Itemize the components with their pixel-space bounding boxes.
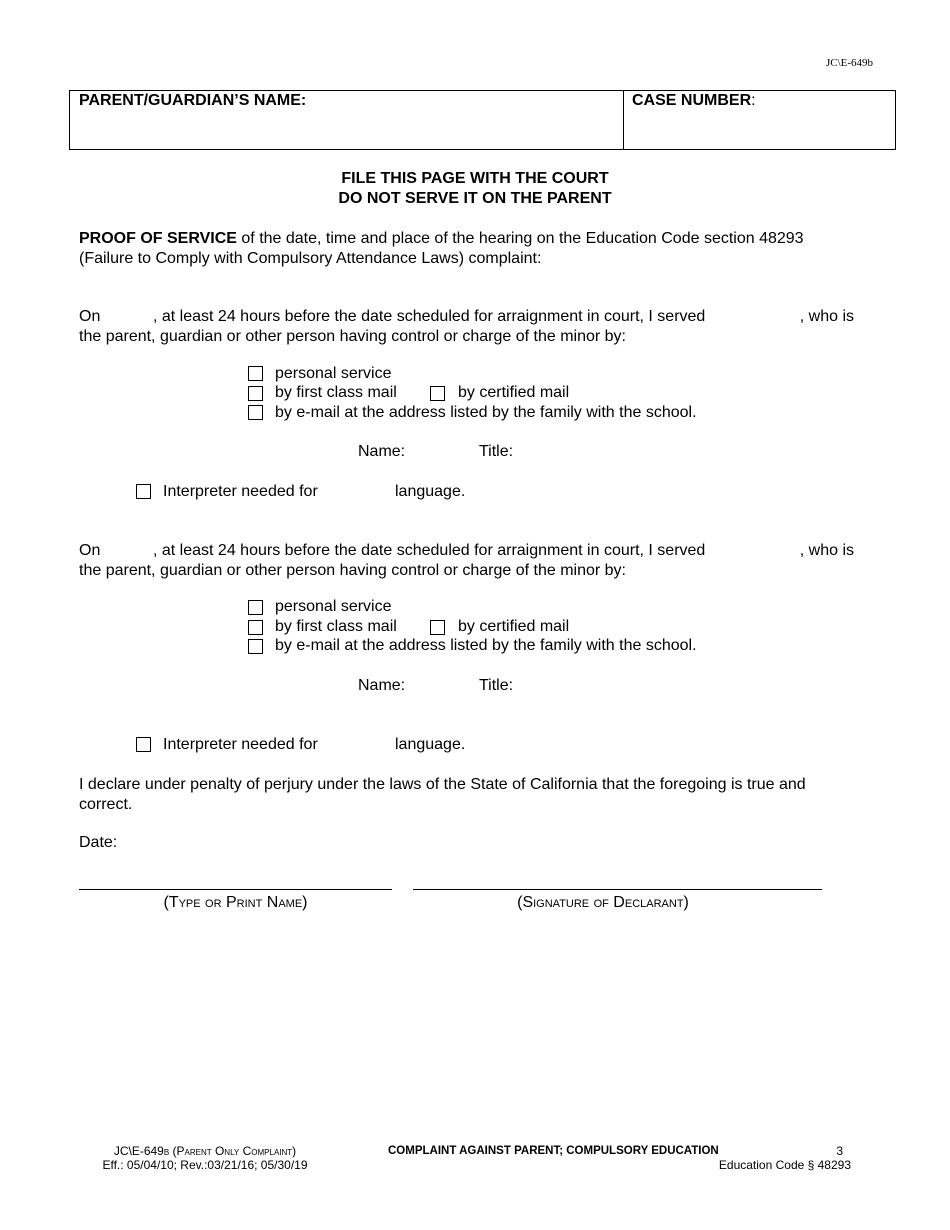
email-checkbox-2[interactable] — [248, 639, 263, 654]
interpreter-checkbox-2[interactable] — [136, 737, 151, 752]
service-statement-1: On , at least 24 hours before the date scheduled for arraignment in court, I served , who is the parent, guardian or other person having control or charge of the minor by: — [79, 308, 854, 345]
language-label-1: language. — [395, 483, 466, 500]
footer-dates: Eff.: 05/04/10; Rev.:03/21/16; 05/30/19 — [102, 1158, 308, 1172]
title-label-2: Title: — [479, 677, 514, 694]
case-number-label: CASE NUMBER: — [632, 92, 756, 109]
name-label-1: Name: — [358, 443, 406, 460]
interpreter-label-1: Interpreter needed for — [163, 483, 318, 500]
email-checkbox-1[interactable] — [248, 405, 263, 420]
personal-service-label-1: personal service — [275, 365, 392, 382]
certified-mail-checkbox-2[interactable] — [430, 620, 445, 635]
signature-line[interactable] — [413, 889, 822, 890]
print-name-line[interactable] — [79, 889, 392, 890]
signature-caption: (Signature of Declarant) — [517, 894, 689, 911]
personal-service-checkbox-1[interactable] — [248, 366, 263, 381]
name-label-2: Name: — [358, 677, 406, 694]
footer-left — [90, 1144, 320, 1172]
declaration-paragraph: I declare under penalty of perjury under the laws of the State of California that the foregoing is true and correct. — [79, 776, 806, 813]
first-class-mail-label-2: by first class mail — [275, 618, 397, 635]
proof-of-service-paragraph: PROOF OF SERVICE of the date, time and place of the hearing on the Education Code section 48293 (Failure to Comply with Compulsory Attendance Laws) complaint: — [79, 230, 804, 267]
interpreter-label-2: Interpreter needed for — [163, 736, 318, 753]
certified-mail-checkbox-1[interactable] — [430, 386, 445, 401]
page-number: 3 — [836, 1144, 843, 1158]
footer-title: COMPLAINT AGAINST PARENT; COMPULSORY EDUCATION — [388, 1145, 719, 1157]
email-label-1: by e-mail at the address listed by the family with the school. — [275, 404, 697, 421]
parent-guardian-name-label: PARENT/GUARDIAN’S NAME: — [79, 92, 307, 109]
language-label-2: language. — [395, 736, 466, 753]
footer-form-code: JC\E-649b (Parent Only Complaint) — [113, 1144, 297, 1158]
personal-service-label-2: personal service — [275, 598, 392, 615]
proof-of-service-heading: PROOF OF SERVICE — [79, 230, 237, 247]
service-statement-2: On , at least 24 hours before the date scheduled for arraignment in court, I served , who is the parent, guardian or other person having control or charge of the minor by: — [79, 542, 854, 579]
print-name-caption: (Type or Print Name) — [163, 894, 308, 911]
personal-service-checkbox-2[interactable] — [248, 600, 263, 615]
header-divider — [623, 91, 624, 149]
certified-mail-label-2: by certified mail — [458, 618, 570, 635]
header-box — [69, 90, 896, 150]
file-instruction-line2: DO NOT SERVE IT ON THE PARENT — [338, 190, 612, 207]
form-code: JC\E-649b — [825, 57, 873, 69]
date-label: Date: — [79, 834, 118, 851]
title-label-1: Title: — [479, 443, 514, 460]
footer-right — [719, 1144, 851, 1172]
footer-education-code: Education Code § 48293 — [718, 1158, 851, 1172]
file-instruction-line1: FILE THIS PAGE WITH THE COURT — [341, 170, 609, 187]
email-label-2: by e-mail at the address listed by the family with the school. — [275, 637, 697, 654]
certified-mail-label-1: by certified mail — [458, 384, 570, 401]
first-class-mail-checkbox-2[interactable] — [248, 620, 263, 635]
interpreter-checkbox-1[interactable] — [136, 484, 151, 499]
first-class-mail-label-1: by first class mail — [275, 384, 397, 401]
first-class-mail-checkbox-1[interactable] — [248, 386, 263, 401]
